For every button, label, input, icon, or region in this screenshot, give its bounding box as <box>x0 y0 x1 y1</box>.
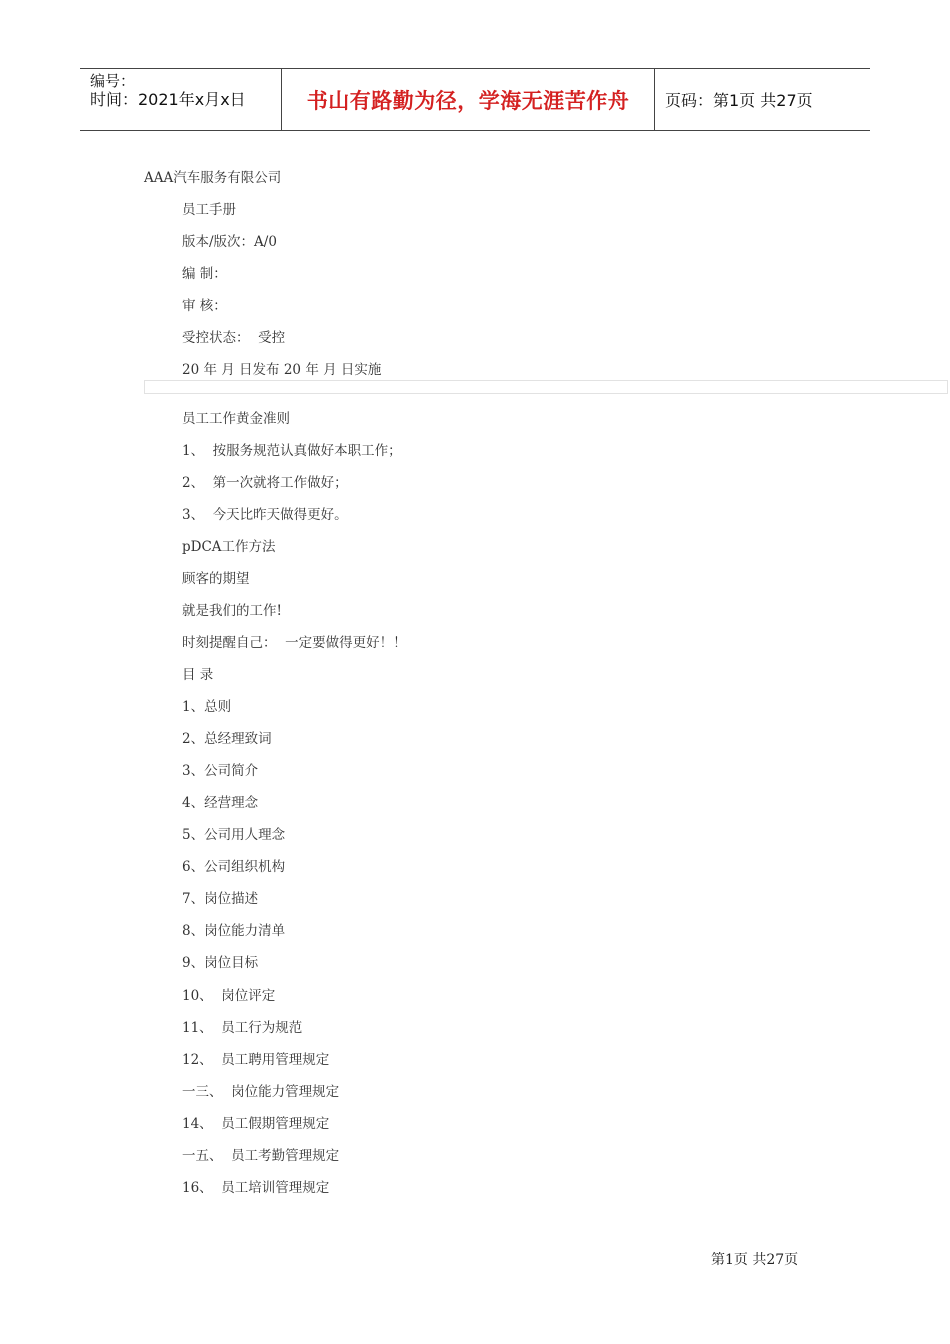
principle-item: 3、 今天比昨天做得更好。 <box>182 507 348 523</box>
toc-item: 5、公司用人理念 <box>182 827 286 843</box>
page-footer: 第1页 共27页 <box>711 1252 799 1268</box>
header-right-cell <box>655 69 870 130</box>
principle-item: 1、 按服务规范认真做好本职工作； <box>182 443 402 459</box>
control-status-line: 受控状态： 受控 <box>182 330 286 346</box>
method-line: pDCA工作方法 <box>182 539 276 555</box>
toc-item: 9、岗位目标 <box>182 955 259 971</box>
header-page-number: 页码：第1页 共27页 <box>665 91 813 110</box>
toc-item: 16、 员工培训管理规定 <box>182 1180 330 1196</box>
page-header <box>80 68 870 131</box>
doc-code-label: 编号： <box>90 72 136 90</box>
toc-item: 6、公司组织机构 <box>182 859 286 875</box>
toc-item: 10、 岗位评定 <box>182 988 276 1004</box>
toc-item: 8、岗位能力清单 <box>182 923 286 939</box>
reminder-line: 时刻提醒自己： 一定要做得更好！！ <box>182 635 407 651</box>
toc-item: 一五、 员工考勤管理规定 <box>182 1148 340 1164</box>
toc-item: 11、 员工行为规范 <box>182 1020 303 1036</box>
toc-item: 3、公司简介 <box>182 763 259 779</box>
header-left-cell <box>80 69 282 130</box>
toc-item: 12、 员工聘用管理规定 <box>182 1052 330 1068</box>
toc-item: 一三、 岗位能力管理规定 <box>182 1084 340 1100</box>
our-work-line: 就是我们的工作! <box>182 603 282 619</box>
principles-title: 员工工作黄金准则 <box>182 411 290 427</box>
customer-expectation-line: 顾客的期望 <box>182 571 250 587</box>
dates-line: 20 年 月 日发布 20 年 月 日实施 <box>182 362 382 378</box>
company-name: AAA汽车服务有限公司 <box>144 170 282 186</box>
principle-item: 2、 第一次就将工作做好； <box>182 475 348 491</box>
editor-line: 编 制： <box>182 266 227 282</box>
doc-time: 时间：2021年x月x日 <box>90 90 246 109</box>
toc-item: 1、总则 <box>182 699 232 715</box>
toc-item: 14、 员工假期管理规定 <box>182 1116 330 1132</box>
toc-item: 7、岗位描述 <box>182 891 259 907</box>
toc-item: 2、总经理致词 <box>182 731 272 747</box>
toc-item: 4、经营理念 <box>182 795 259 811</box>
handbook-title: 员工手册 <box>182 202 236 218</box>
toc-title: 目 录 <box>182 667 214 683</box>
reviewer-line: 审 核： <box>182 298 227 314</box>
section-divider <box>144 380 948 394</box>
version-line: 版本/版次：A/0 <box>182 234 277 250</box>
header-motto: 书山有路勤为径，学海无涯苦作舟 <box>306 88 630 113</box>
header-middle-cell <box>282 69 655 130</box>
